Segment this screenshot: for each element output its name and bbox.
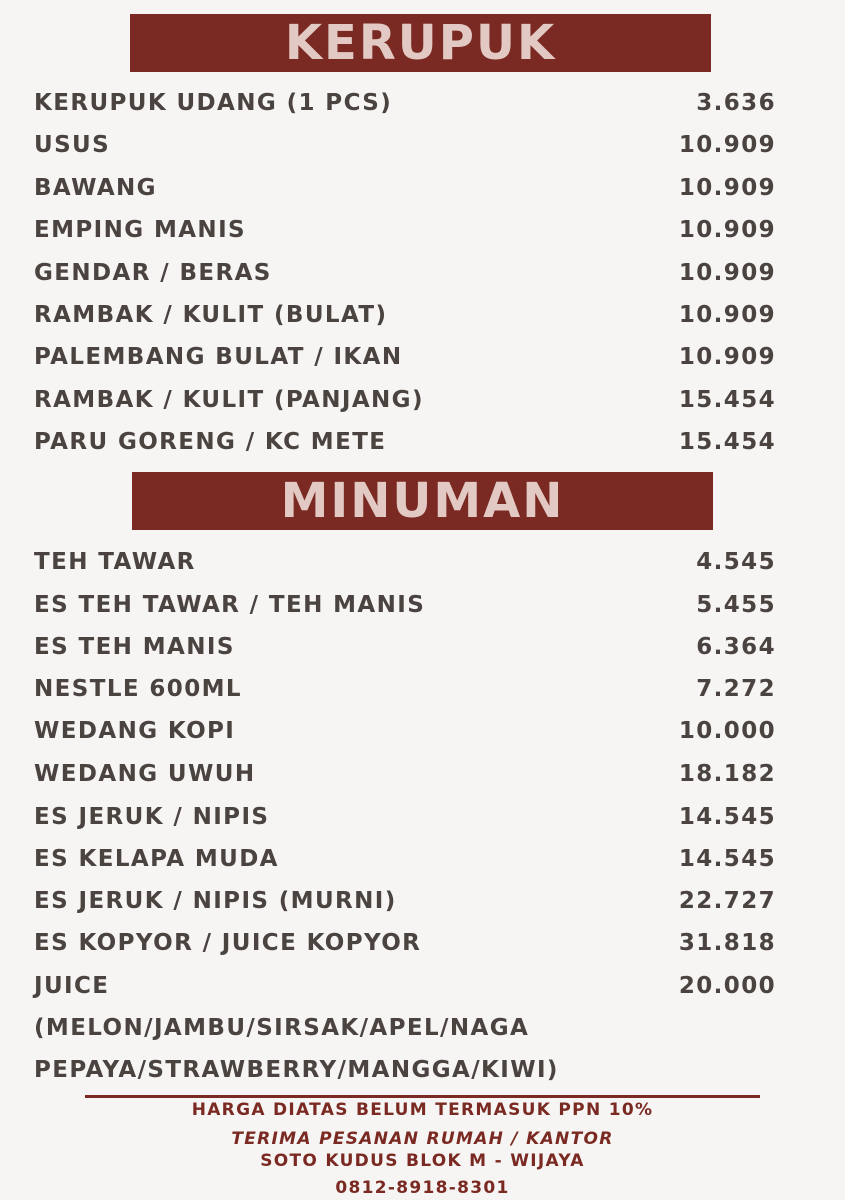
item-name: JUICE bbox=[34, 973, 110, 999]
item-price: 15.454 bbox=[678, 429, 776, 455]
item-price: 10.909 bbox=[678, 217, 776, 243]
menu-item bbox=[34, 256, 776, 290]
section-title-kerupuk: KERUPUK bbox=[130, 14, 711, 72]
menu-item bbox=[34, 672, 776, 706]
menu-item bbox=[34, 588, 776, 622]
item-name: USUS bbox=[34, 132, 111, 158]
tax-note: HARGA DIATAS BELUM TERMASUK PPN 10% bbox=[191, 1100, 654, 1120]
item-name: TEH TAWAR bbox=[34, 549, 196, 575]
item-name: KERUPUK UDANG (1 PCS) bbox=[34, 90, 393, 116]
menu-item bbox=[34, 128, 776, 162]
footer-divider bbox=[85, 1095, 760, 1098]
menu-item bbox=[34, 714, 776, 748]
item-price: 10.909 bbox=[678, 175, 776, 201]
item-price: 10.909 bbox=[678, 344, 776, 370]
menu-item bbox=[34, 800, 776, 834]
item-price: 4.545 bbox=[696, 549, 776, 575]
item-name: GENDAR / BERAS bbox=[34, 260, 272, 286]
menu-item bbox=[34, 926, 776, 960]
item-price: 31.818 bbox=[678, 930, 776, 956]
item-price: 7.272 bbox=[696, 676, 776, 702]
item-name: ES JERUK / NIPIS (MURNI) bbox=[34, 888, 397, 914]
menu-item bbox=[34, 340, 776, 374]
menu-item bbox=[34, 630, 776, 664]
item-price: 10.909 bbox=[678, 132, 776, 158]
section-title-minuman: MINUMAN bbox=[132, 472, 713, 530]
menu-item bbox=[34, 969, 776, 1003]
item-price: 5.455 bbox=[696, 592, 776, 618]
item-name: WEDANG UWUH bbox=[34, 761, 256, 787]
item-price: 20.000 bbox=[678, 973, 776, 999]
menu-item bbox=[34, 171, 776, 205]
phone-number: 0812-8918-8301 bbox=[335, 1178, 510, 1198]
item-price: 10.909 bbox=[678, 260, 776, 286]
item-name: ES TEH MANIS bbox=[34, 634, 235, 660]
menu-item bbox=[34, 545, 776, 579]
item-price: 10.909 bbox=[678, 302, 776, 328]
menu-item bbox=[34, 425, 776, 459]
item-price: 3.636 bbox=[696, 90, 776, 116]
juice-variants-line: PEPAYA/STRAWBERRY/MANGGA/KIWI) bbox=[34, 1057, 559, 1083]
item-name: PALEMBANG BULAT / IKAN bbox=[34, 344, 403, 370]
item-price: 6.364 bbox=[696, 634, 776, 660]
item-name: ES KOPYOR / JUICE KOPYOR bbox=[34, 930, 422, 956]
item-price: 15.454 bbox=[678, 387, 776, 413]
item-name: RAMBAK / KULIT (BULAT) bbox=[34, 302, 388, 328]
menu-item bbox=[34, 842, 776, 876]
item-name: ES KELAPA MUDA bbox=[34, 846, 279, 872]
item-name: PARU GORENG / KC METE bbox=[34, 429, 387, 455]
item-price: 14.545 bbox=[678, 846, 776, 872]
menu-item bbox=[34, 757, 776, 791]
menu-item bbox=[34, 298, 776, 332]
menu-item bbox=[34, 213, 776, 247]
order-note: TERIMA PESANAN RUMAH / KANTOR bbox=[231, 1129, 614, 1149]
restaurant-name: SOTO KUDUS BLOK M - WIJAYA bbox=[260, 1151, 585, 1171]
menu-item bbox=[34, 86, 776, 120]
item-price: 22.727 bbox=[678, 888, 776, 914]
item-name: RAMBAK / KULIT (PANJANG) bbox=[34, 387, 424, 413]
item-price: 10.000 bbox=[678, 718, 776, 744]
menu-item bbox=[34, 884, 776, 918]
item-price: 18.182 bbox=[678, 761, 776, 787]
item-name: NESTLE 600ML bbox=[34, 676, 242, 702]
item-name: BAWANG bbox=[34, 175, 157, 201]
item-name: EMPING MANIS bbox=[34, 217, 247, 243]
item-price: 14.545 bbox=[678, 804, 776, 830]
juice-variants-line: (MELON/JAMBU/SIRSAK/APEL/NAGA bbox=[34, 1015, 530, 1041]
item-name: ES TEH TAWAR / TEH MANIS bbox=[34, 592, 426, 618]
item-name: WEDANG KOPI bbox=[34, 718, 236, 744]
menu-item bbox=[34, 383, 776, 417]
item-name: ES JERUK / NIPIS bbox=[34, 804, 270, 830]
